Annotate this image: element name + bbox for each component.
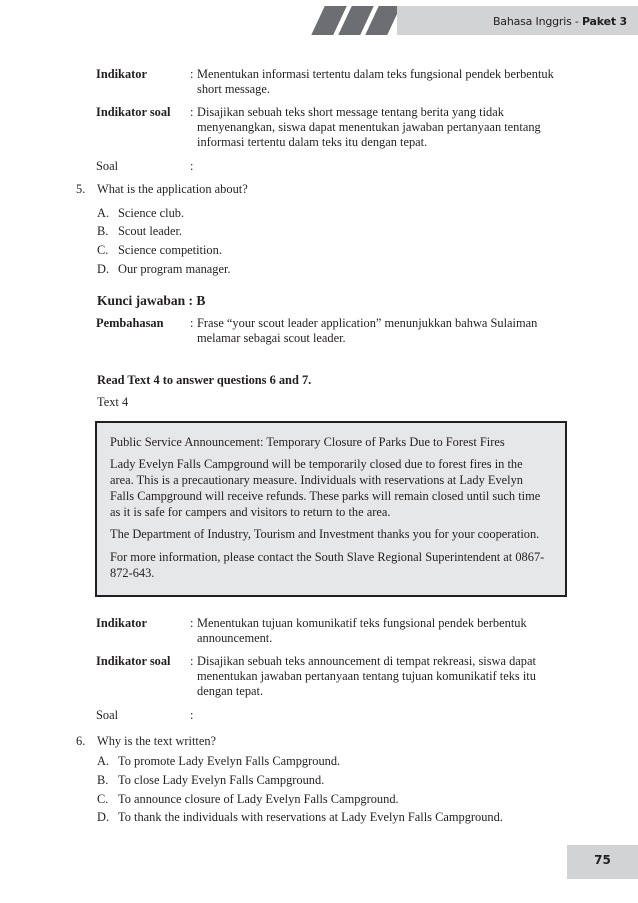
- soal-label: Soal: [96, 159, 119, 173]
- option-letter: D.: [97, 810, 110, 824]
- indikator-label: Indikator: [96, 67, 147, 81]
- option-text: To close Lady Evelyn Falls Campground.: [118, 773, 325, 787]
- question-number: 6.: [76, 734, 86, 748]
- option-text: To announce closure of Lady Evelyn Falls Campground.: [118, 792, 399, 806]
- option-text: To promote Lady Evelyn Falls Campground.: [118, 754, 341, 768]
- announcement-paragraph-1: Lady Evelyn Falls Campground will be temporarily closed due to forest fires in the area. This is a precautionary measure. Individuals with reservations at Lady Evelyn Falls Campground will receive refunds. These parks will remain closed until such time as it is safe for campers and visitors to return to the area.: [110, 457, 541, 519]
- text-label: Text 4: [97, 395, 129, 409]
- indikator-soal-text: Disajikan sebuah teks short message tentang berita yang tidak menyenangkan, siswa dapat menentukan jawaban pertanyaan tentang informasi tertentu dalam teks itu dengan tepat.: [197, 105, 541, 149]
- option-text: To thank the individuals with reservations at Lady Evelyn Falls Campground.: [118, 810, 503, 824]
- colon: :: [190, 105, 194, 119]
- pembahasan-label: Pembahasan: [96, 316, 164, 330]
- option-letter: A.: [97, 206, 110, 220]
- indikator-soal-text: Disajikan sebuah teks announcement di tempat rekreasi, siswa dapat menentukan jawaban pertanyaan tentang tujuan komunikatif teks itu dengan tepat.: [197, 654, 536, 698]
- answer-key: Kunci jawaban : B: [97, 293, 206, 308]
- option-text: Scout leader.: [118, 224, 182, 238]
- question-text: Why is the text written?: [97, 734, 217, 748]
- soal-label: Soal: [96, 708, 119, 722]
- indikator-soal-label: Indikator soal: [96, 654, 171, 668]
- option-text: Science competition.: [118, 243, 222, 257]
- option-letter: C.: [97, 243, 109, 257]
- announcement-paragraph-3: For more information, please contact the South Slave Regional Superintendent at 0867- 872-643.: [110, 550, 545, 580]
- pembahasan-text: Frase “your scout leader application” menunjukkan bahwa Sulaiman melamar sebagai scout leader.: [197, 316, 538, 345]
- indikator-soal-label: Indikator soal: [96, 105, 171, 119]
- page-number: 75: [567, 845, 638, 879]
- announcement-paragraph-2: The Department of Industry, Tourism and Investment thanks you for your cooperation.: [110, 527, 540, 541]
- header-package: Paket 3: [581, 15, 627, 28]
- question-text: What is the application about?: [97, 182, 248, 196]
- indikator-text: Menentukan informasi tertentu dalam teks fungsional pendek berbentuk short message.: [197, 67, 554, 96]
- header-subject: Bahasa Inggris -: [492, 15, 582, 28]
- option-text: Our program manager.: [118, 262, 231, 276]
- colon: :: [190, 654, 194, 668]
- option-letter: D.: [97, 262, 110, 276]
- colon: :: [190, 159, 194, 173]
- option-letter: B.: [97, 773, 109, 787]
- question-number: 5.: [76, 182, 86, 196]
- indikator-label: Indikator: [96, 616, 147, 630]
- colon: :: [190, 316, 194, 330]
- colon: :: [190, 616, 194, 630]
- reading-instruction: Read Text 4 to answer questions 6 and 7.: [97, 373, 312, 387]
- indikator-text: Menentukan tujuan komunikatif teks fungsional pendek berbentuk announcement.: [197, 616, 527, 645]
- announcement-title: Public Service Announcement: Temporary Closure of Parks Due to Forest Fires: [110, 435, 505, 449]
- announcement-box: [95, 421, 567, 597]
- option-letter: C.: [97, 792, 109, 806]
- option-letter: A.: [97, 754, 110, 768]
- page-header: [0, 0, 638, 40]
- option-text: Science club.: [118, 206, 185, 220]
- colon: :: [190, 708, 194, 722]
- option-letter: B.: [97, 224, 109, 238]
- colon: :: [190, 67, 194, 81]
- header-title: [0, 6, 627, 35]
